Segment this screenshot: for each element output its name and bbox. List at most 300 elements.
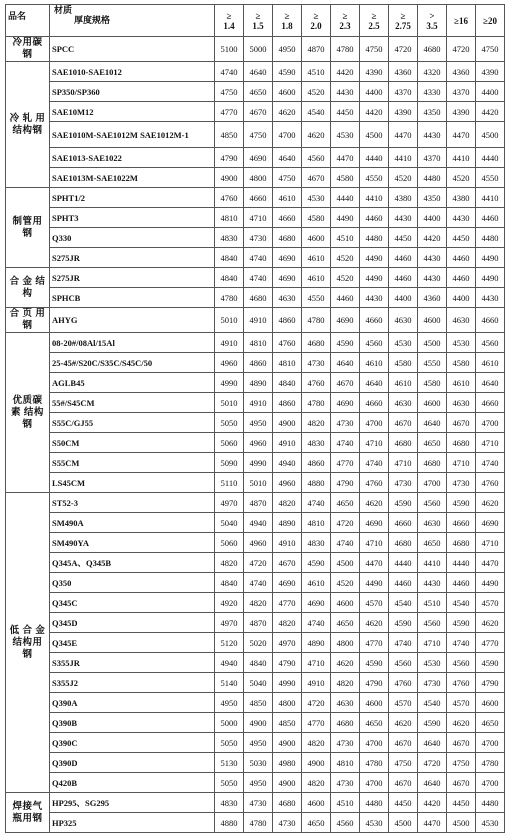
price-cell: 4920 xyxy=(215,593,244,613)
price-cell: 4890 xyxy=(302,633,331,653)
price-cell: 4860 xyxy=(273,308,302,333)
price-cell: 4520 xyxy=(447,168,476,188)
grade-cell: SP350/SP360 xyxy=(50,82,215,102)
price-cell: 4480 xyxy=(418,168,447,188)
price-cell: 4990 xyxy=(244,453,273,473)
price-cell: 4870 xyxy=(244,493,273,513)
price-cell: 4600 xyxy=(273,82,302,102)
price-cell: 4560 xyxy=(476,333,505,353)
price-cell: 4390 xyxy=(447,102,476,122)
price-cell: 4620 xyxy=(273,102,302,122)
price-cell: 4640 xyxy=(418,733,447,753)
price-cell: 4600 xyxy=(302,793,331,813)
price-cell: 5050 xyxy=(215,773,244,793)
price-cell: 4600 xyxy=(331,593,360,613)
price-cell: 4820 xyxy=(302,773,331,793)
price-cell: 4970 xyxy=(273,633,302,653)
price-cell: 4720 xyxy=(447,37,476,62)
grade-cell: SAE10M12 xyxy=(50,102,215,122)
grade-cell: S275JR xyxy=(50,268,215,288)
price-cell: 4490 xyxy=(360,268,389,288)
grade-cell: SAE1010M-SAE1012M SAE1012M-1 xyxy=(50,122,215,148)
price-cell: 4620 xyxy=(331,653,360,673)
price-cell: 5030 xyxy=(244,753,273,773)
price-cell: 4520 xyxy=(331,573,360,593)
grade-cell: HP295、SG295 xyxy=(50,793,215,813)
price-cell: 4710 xyxy=(302,653,331,673)
price-cell: 4910 xyxy=(244,308,273,333)
price-cell: 4720 xyxy=(418,753,447,773)
table-row xyxy=(6,248,505,268)
price-cell: 4710 xyxy=(360,433,389,453)
price-cell: 4960 xyxy=(215,353,244,373)
price-cell: 4660 xyxy=(273,208,302,228)
price-cell: 4740 xyxy=(331,533,360,553)
price-cell: 4670 xyxy=(389,413,418,433)
price-cell: 4790 xyxy=(360,673,389,693)
table-row xyxy=(6,288,505,308)
grade-cell: 55#/S45CM xyxy=(50,393,215,413)
thickness-header-9 xyxy=(476,5,505,37)
price-cell: 4850 xyxy=(215,122,244,148)
price-cell: 4950 xyxy=(244,733,273,753)
price-cell: 4670 xyxy=(389,773,418,793)
price-cell: 4600 xyxy=(418,393,447,413)
price-cell: 4520 xyxy=(302,82,331,102)
price-cell: 4590 xyxy=(302,553,331,573)
price-cell: 4670 xyxy=(302,168,331,188)
price-cell: 4740 xyxy=(447,633,476,653)
price-cell: 4420 xyxy=(331,62,360,82)
grade-cell: Q390C xyxy=(50,733,215,753)
price-cell: 4610 xyxy=(302,248,331,268)
price-cell: 4480 xyxy=(476,793,505,813)
price-cell: 4710 xyxy=(476,433,505,453)
price-cell: 4690 xyxy=(273,248,302,268)
price-cell: 4620 xyxy=(302,122,331,148)
price-cell: 4870 xyxy=(244,613,273,633)
price-cell: 4840 xyxy=(244,653,273,673)
price-cell: 4690 xyxy=(331,393,360,413)
price-cell: 4630 xyxy=(273,288,302,308)
price-cell: 4730 xyxy=(244,228,273,248)
price-cell: 5020 xyxy=(244,633,273,653)
price-cell: 4420 xyxy=(360,102,389,122)
price-cell: 4850 xyxy=(273,713,302,733)
price-cell: 4830 xyxy=(215,793,244,813)
price-cell: 4770 xyxy=(331,453,360,473)
price-cell: 4830 xyxy=(215,228,244,248)
price-cell: 4820 xyxy=(244,593,273,613)
price-cell: 4620 xyxy=(360,613,389,633)
price-cell: 4680 xyxy=(447,433,476,453)
price-cell: 4460 xyxy=(360,208,389,228)
price-cell: 4390 xyxy=(389,102,418,122)
price-cell: 4950 xyxy=(215,693,244,713)
price-cell: 4430 xyxy=(360,288,389,308)
price-cell: 4950 xyxy=(244,773,273,793)
price-cell: 4490 xyxy=(360,573,389,593)
category-cell: 冷用碳钢 xyxy=(6,37,50,62)
price-cell: 4400 xyxy=(360,82,389,102)
price-cell: 4740 xyxy=(331,433,360,453)
price-cell: 4410 xyxy=(389,148,418,168)
category-cell: 制管用钢 xyxy=(6,188,50,268)
price-cell: 5130 xyxy=(215,753,244,773)
table-row xyxy=(6,268,505,288)
price-cell: 4740 xyxy=(244,268,273,288)
price-cell: 4520 xyxy=(331,248,360,268)
price-cell: 5010 xyxy=(215,308,244,333)
price-cell: 4970 xyxy=(215,493,244,513)
thickness-sym: ≥ xyxy=(400,10,406,21)
price-cell: 4500 xyxy=(360,122,389,148)
price-cell: 4680 xyxy=(273,228,302,248)
price-cell: 4570 xyxy=(476,593,505,613)
price-cell: 4640 xyxy=(360,373,389,393)
price-cell: 4670 xyxy=(389,733,418,753)
price-cell: 4720 xyxy=(389,37,418,62)
price-cell: 4530 xyxy=(476,813,505,833)
grade-cell: Q345E xyxy=(50,633,215,653)
thickness-sym: ≥ xyxy=(313,10,319,21)
price-cell: 4790 xyxy=(476,673,505,693)
price-cell: 4490 xyxy=(476,248,505,268)
table-row xyxy=(6,533,505,553)
price-cell: 4710 xyxy=(418,633,447,653)
price-cell: 4790 xyxy=(331,473,360,493)
price-cell: 4710 xyxy=(447,453,476,473)
price-cell: 4590 xyxy=(447,613,476,633)
price-cell: 5010 xyxy=(244,473,273,493)
price-cell: 4840 xyxy=(273,373,302,393)
table-row xyxy=(6,813,505,833)
price-cell: 4730 xyxy=(273,813,302,833)
price-cell: 4430 xyxy=(331,82,360,102)
price-cell: 4460 xyxy=(389,248,418,268)
price-cell: 5000 xyxy=(244,37,273,62)
price-cell: 4380 xyxy=(447,188,476,208)
thickness-val: ≥16 xyxy=(454,15,468,26)
price-cell: 4980 xyxy=(273,753,302,773)
price-cell: 5110 xyxy=(215,473,244,493)
thickness-header-5 xyxy=(360,5,389,37)
price-cell: 4410 xyxy=(360,188,389,208)
price-cell: 4750 xyxy=(360,37,389,62)
table-row xyxy=(6,62,505,82)
grade-cell: S50CM xyxy=(50,433,215,453)
price-cell: 4530 xyxy=(360,813,389,833)
grade-cell: S55C/GJ55 xyxy=(50,413,215,433)
grade-cell: LS45CM xyxy=(50,473,215,493)
category-cell: 合 金 结 构 xyxy=(6,268,50,308)
price-cell: 4580 xyxy=(389,353,418,373)
table-row xyxy=(6,553,505,573)
price-cell: 4810 xyxy=(273,353,302,373)
thickness-val: 1.8 xyxy=(281,20,293,31)
price-cell: 4700 xyxy=(476,413,505,433)
price-cell: 4990 xyxy=(273,673,302,693)
price-cell: 4960 xyxy=(273,473,302,493)
table-header xyxy=(6,5,505,37)
thickness-val: 1.5 xyxy=(252,20,264,31)
price-cell: 4590 xyxy=(418,713,447,733)
table-row xyxy=(6,753,505,773)
price-cell: 4680 xyxy=(389,433,418,453)
price-cell: 4730 xyxy=(331,773,360,793)
price-cell: 4530 xyxy=(389,333,418,353)
price-cell: 4950 xyxy=(273,37,302,62)
price-cell: 4710 xyxy=(476,533,505,553)
price-cell: 4400 xyxy=(389,288,418,308)
price-cell: 4490 xyxy=(476,268,505,288)
thickness-val: 2.3 xyxy=(339,20,351,31)
price-cell: 4680 xyxy=(273,793,302,813)
thickness-header-3 xyxy=(302,5,331,37)
price-cell: 4430 xyxy=(418,573,447,593)
price-cell: 4570 xyxy=(389,693,418,713)
price-cell: 4650 xyxy=(331,493,360,513)
price-cell: 5000 xyxy=(215,713,244,733)
price-cell: 4680 xyxy=(418,453,447,473)
grade-cell: SPHCB xyxy=(50,288,215,308)
table-row xyxy=(6,573,505,593)
price-cell: 4450 xyxy=(331,102,360,122)
price-cell: 4410 xyxy=(447,148,476,168)
price-cell: 4510 xyxy=(331,228,360,248)
category-cell: 焊接气 瓶用钢 xyxy=(6,793,50,833)
price-cell: 4430 xyxy=(476,288,505,308)
price-cell: 4590 xyxy=(360,653,389,673)
table-row xyxy=(6,773,505,793)
price-cell: 4450 xyxy=(389,228,418,248)
price-cell: 4820 xyxy=(273,493,302,513)
price-cell: 4760 xyxy=(476,473,505,493)
price-cell: 4820 xyxy=(273,613,302,633)
price-cell: 4550 xyxy=(360,168,389,188)
price-cell: 4440 xyxy=(389,553,418,573)
price-cell: 4690 xyxy=(273,573,302,593)
price-cell: 4510 xyxy=(418,593,447,613)
grade-cell: 25-45#/S20C/S35C/S45C/50 xyxy=(50,353,215,373)
price-cell: 4660 xyxy=(389,513,418,533)
grade-cell: ST52-3 xyxy=(50,493,215,513)
price-cell: 4560 xyxy=(331,813,360,833)
price-cell: 4800 xyxy=(273,693,302,713)
price-cell: 4550 xyxy=(302,288,331,308)
price-cell: 4750 xyxy=(447,753,476,773)
price-cell: 4610 xyxy=(476,353,505,373)
price-cell: 4480 xyxy=(360,793,389,813)
price-cell: 4370 xyxy=(447,82,476,102)
thickness-header-6 xyxy=(389,5,418,37)
thickness-header-0 xyxy=(215,5,244,37)
price-cell: 4860 xyxy=(302,453,331,473)
price-cell: 4440 xyxy=(447,553,476,573)
price-cell: 4460 xyxy=(331,288,360,308)
price-cell: 4420 xyxy=(476,102,505,122)
price-cell: 5050 xyxy=(215,733,244,753)
price-cell: 4510 xyxy=(302,62,331,82)
price-cell: 4470 xyxy=(447,122,476,148)
price-cell: 4650 xyxy=(418,533,447,553)
price-cell: 4500 xyxy=(418,333,447,353)
price-cell: 5090 xyxy=(215,453,244,473)
price-cell: 4500 xyxy=(389,813,418,833)
price-cell: 5010 xyxy=(215,393,244,413)
grade-cell: SAE1013-SAE1022 xyxy=(50,148,215,168)
price-cell: 4720 xyxy=(302,693,331,713)
grade-cell: S275JR xyxy=(50,248,215,268)
price-cell: 4440 xyxy=(360,148,389,168)
price-cell: 4370 xyxy=(389,82,418,102)
price-cell: 4760 xyxy=(215,188,244,208)
price-cell: 4830 xyxy=(302,533,331,553)
table-row xyxy=(6,122,505,148)
price-cell: 4670 xyxy=(244,102,273,122)
price-cell: 4960 xyxy=(244,533,273,553)
price-cell: 4600 xyxy=(418,308,447,333)
price-cell: 4810 xyxy=(302,513,331,533)
price-cell: 4600 xyxy=(360,693,389,713)
price-cell: 4640 xyxy=(418,413,447,433)
price-cell: 4780 xyxy=(244,813,273,833)
price-cell: 4600 xyxy=(302,228,331,248)
price-cell: 4740 xyxy=(244,248,273,268)
table-row xyxy=(6,308,505,333)
price-cell: 4460 xyxy=(447,573,476,593)
table-row xyxy=(6,168,505,188)
price-cell: 4610 xyxy=(302,268,331,288)
price-cell: 4840 xyxy=(215,248,244,268)
price-cell: 4970 xyxy=(215,613,244,633)
price-cell: 4910 xyxy=(273,533,302,553)
price-cell: 4860 xyxy=(244,353,273,373)
table-row xyxy=(6,473,505,493)
price-cell: 4660 xyxy=(447,513,476,533)
price-cell: 4500 xyxy=(476,122,505,148)
price-cell: 4790 xyxy=(273,653,302,673)
price-cell: 4430 xyxy=(418,248,447,268)
thickness-header-8 xyxy=(447,5,476,37)
table-row xyxy=(6,733,505,753)
thickness-val: 2.75 xyxy=(395,20,411,31)
price-cell: 5120 xyxy=(215,633,244,653)
price-cell: 4640 xyxy=(273,148,302,168)
price-cell: 4750 xyxy=(389,753,418,773)
grade-cell: HP325 xyxy=(50,813,215,833)
price-cell: 4550 xyxy=(476,168,505,188)
price-cell: 4540 xyxy=(447,593,476,613)
price-cell: 4720 xyxy=(331,513,360,533)
price-cell: 4610 xyxy=(273,188,302,208)
table-row xyxy=(6,148,505,168)
grade-cell: Q350 xyxy=(50,573,215,593)
price-cell: 4630 xyxy=(447,393,476,413)
price-cell: 4850 xyxy=(244,693,273,713)
price-cell: 4560 xyxy=(302,148,331,168)
price-cell: 4630 xyxy=(389,308,418,333)
price-cell: 4660 xyxy=(476,393,505,413)
grade-cell: Q345C xyxy=(50,593,215,613)
price-cell: 4890 xyxy=(273,513,302,533)
price-table xyxy=(5,4,505,833)
price-cell: 4860 xyxy=(273,393,302,413)
thickness-sym: ≥ xyxy=(371,10,377,21)
price-cell: 4720 xyxy=(244,553,273,573)
price-cell: 4460 xyxy=(389,573,418,593)
table-row xyxy=(6,393,505,413)
price-cell: 4940 xyxy=(215,653,244,673)
price-cell: 4780 xyxy=(360,753,389,773)
table-row xyxy=(6,353,505,373)
price-cell: 4390 xyxy=(360,62,389,82)
price-cell: 4840 xyxy=(215,268,244,288)
price-cell: 4640 xyxy=(331,353,360,373)
price-cell: 4500 xyxy=(331,553,360,573)
price-cell: 4640 xyxy=(418,773,447,793)
grade-cell: SPHT1/2 xyxy=(50,188,215,208)
price-cell: 4460 xyxy=(447,248,476,268)
price-cell: 4430 xyxy=(418,122,447,148)
price-cell: 4840 xyxy=(215,573,244,593)
price-cell: 5060 xyxy=(215,433,244,453)
price-cell: 4680 xyxy=(447,533,476,553)
price-cell: 4660 xyxy=(360,308,389,333)
price-cell: 4620 xyxy=(389,713,418,733)
table-row xyxy=(6,713,505,733)
price-cell: 4400 xyxy=(447,288,476,308)
price-cell: 4780 xyxy=(302,393,331,413)
thickness-val: 2.0 xyxy=(310,20,322,31)
grade-cell: S55CM xyxy=(50,453,215,473)
col-grade-header xyxy=(50,5,215,37)
price-cell: 5100 xyxy=(215,37,244,62)
price-cell: 4530 xyxy=(418,653,447,673)
price-cell: 4760 xyxy=(273,333,302,353)
price-cell: 4770 xyxy=(302,713,331,733)
price-cell: 4650 xyxy=(331,613,360,633)
thickness-header-7 xyxy=(418,5,447,37)
price-cell: 4460 xyxy=(447,268,476,288)
price-cell: 4940 xyxy=(244,513,273,533)
price-cell: 4810 xyxy=(244,333,273,353)
price-cell: 4740 xyxy=(244,573,273,593)
thickness-val: 1.4 xyxy=(223,20,235,31)
grade-cell: SAE1010-SAE1012 xyxy=(50,62,215,82)
price-cell: 4820 xyxy=(302,413,331,433)
price-cell: 4470 xyxy=(476,553,505,573)
table-row xyxy=(6,513,505,533)
price-cell: 4420 xyxy=(418,793,447,813)
price-cell: 4760 xyxy=(389,673,418,693)
table-row xyxy=(6,613,505,633)
price-cell: 4410 xyxy=(476,188,505,208)
price-cell: 4420 xyxy=(418,228,447,248)
price-cell: 4630 xyxy=(331,693,360,713)
price-cell: 4650 xyxy=(302,813,331,833)
price-cell: 4690 xyxy=(244,148,273,168)
price-cell: 4760 xyxy=(447,673,476,693)
grade-cell: Q390A xyxy=(50,693,215,713)
price-cell: 4680 xyxy=(418,37,447,62)
price-cell: 4880 xyxy=(215,813,244,833)
price-cell: 4880 xyxy=(302,473,331,493)
thickness-val: 3.5 xyxy=(426,20,438,31)
price-cell: 4630 xyxy=(447,308,476,333)
thickness-val: ≥20 xyxy=(483,15,497,26)
price-cell: 4730 xyxy=(447,473,476,493)
